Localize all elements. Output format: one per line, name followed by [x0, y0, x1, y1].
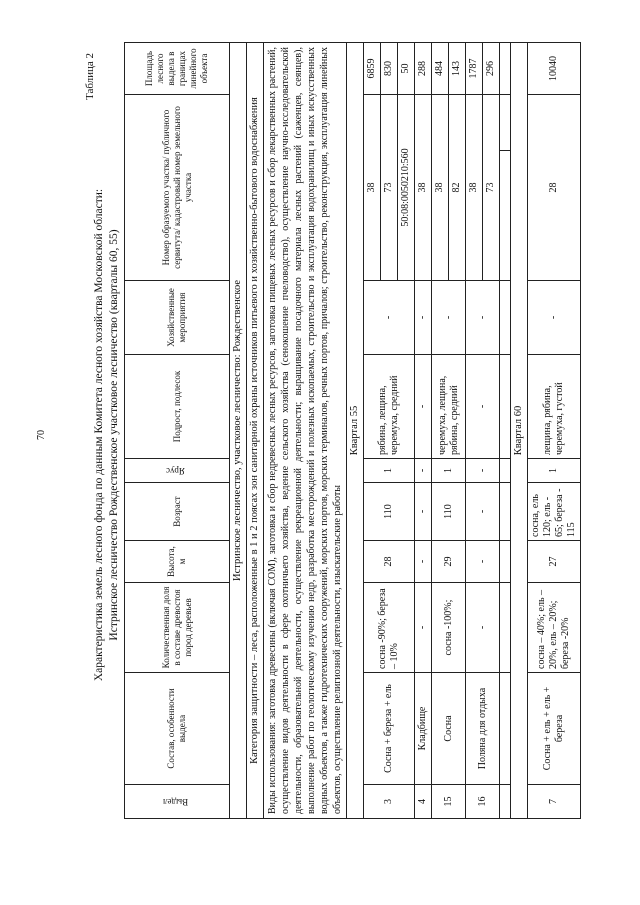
forestry-row: Истринское лесничество, участковое лесничество: Рождественское — [230, 43, 247, 819]
empty-separator-row — [500, 43, 511, 819]
cell-tier: 1 — [364, 459, 415, 483]
cell-age: - — [466, 483, 500, 541]
cell-height: - — [466, 541, 500, 583]
cell-height: 28 — [364, 541, 415, 583]
cell-share: сосна – 40%; ель – 20%, ель – 20%; береза -20% — [528, 583, 581, 673]
cell-area: 143 — [449, 43, 466, 95]
cell-age: - — [415, 483, 432, 541]
cell-parcel: 38 — [466, 95, 483, 281]
cell-parcel: 73 — [483, 95, 500, 281]
page-number: 70 — [36, 430, 47, 440]
cell-share: - — [466, 583, 500, 673]
cell-area: 50 — [398, 43, 415, 95]
header-vydel: Выдел — [125, 785, 230, 819]
header-area: Площадь лесного выдела в границах линейного объекта — [125, 43, 230, 95]
table-title — [92, 55, 122, 815]
cell-vydel: 7 — [528, 785, 581, 819]
table-row — [415, 43, 432, 819]
cell-parcel: 73 — [381, 95, 398, 281]
cell-undergrowth: - — [466, 355, 500, 459]
header-undergrowth: Подрост, подлесок — [125, 355, 230, 459]
cell-undergrowth: - — [415, 355, 432, 459]
uses-row: Виды использования: заготовка древесины (включая СОМ), заготовка и сбор недревесных лесных ресурсов, заготовка пищевых лесных ресурсов и сбор лекарственных растений, осуществление видов деятельности в сфере охотничьего хозяйства, ведение сельского хозяйства (сенокошение пчеловодство), осуществление научно-исследовательской деятельности, образовательной деятельности, осуществление рекреационной деятельности; выращивание посадочного материала лесных растений (саженцев, сеянцев), выполнение работ по геологическому изучению недр, разработка месторождений и полезных ископаемых, строительство и эксплуатация водохранилищ и иных искусственных водных объектов, а также гидротехнических сооружений, морских портов, морских терминалов, речных портов, причалов; строительство, реконструкция, эксплуатация линейных объектов, осуществление религиозной деятельности, изыскательские работы — [264, 43, 347, 819]
cell-measures: - — [415, 281, 432, 355]
header-share: Количественная доля в составе древостоя пород деревьев — [125, 583, 230, 673]
cell-area: 830 — [381, 43, 398, 95]
cell-area: 6859 — [364, 43, 381, 95]
cell-tier: 1 — [528, 459, 581, 483]
cell-measures: - — [466, 281, 500, 355]
cell-composition: Сосна + береза + ель — [364, 673, 415, 785]
cell-area: 296 — [483, 43, 500, 95]
cell-area: 288 — [415, 43, 432, 95]
header-age: Возраст — [125, 483, 230, 541]
cell-height: 29 — [432, 541, 466, 583]
cell-tier: - — [466, 459, 500, 483]
cell-height: 27 — [528, 541, 581, 583]
table-number: Таблица 2 — [84, 52, 96, 100]
table-row — [432, 43, 449, 819]
cell-parcel: 28 — [528, 95, 581, 281]
cell-height: - — [415, 541, 432, 583]
cell-age: сосна, ель 120; ель - 65; береза - 115 — [528, 483, 581, 541]
cell-undergrowth: черемуха, лещина, рябина, средний — [432, 355, 466, 459]
cell-vydel: 16 — [466, 785, 500, 819]
header-measures: Хозяйственные мероприятия — [125, 281, 230, 355]
cell-share: сосна -100%; — [432, 583, 466, 673]
header-cadastral: Номер образуемого участка/ публичного сервитута/ кадастровый номер земельного участка — [125, 95, 230, 281]
table-row — [466, 43, 483, 819]
cell-vydel: 4 — [415, 785, 432, 819]
category-row: Категория защитности – леса, расположенные в 1 и 2 поясах зон санитарной охраны источников питьевого и хозяйственно-бытового водоснабжения — [247, 43, 264, 819]
header-height: Высота, м — [125, 541, 230, 583]
cell-composition: Кладбище — [415, 673, 432, 785]
forest-characteristics-table-wrap — [124, 43, 581, 819]
table-row — [364, 43, 381, 819]
cell-parcel: 38 — [364, 95, 381, 281]
cell-vydel: 15 — [432, 785, 466, 819]
cell-undergrowth: рябина, лещина, черемуха, средний — [364, 355, 415, 459]
cell-area: 1787 — [466, 43, 483, 95]
cell-parcel: 38 — [432, 95, 449, 281]
cell-area: 10040 — [528, 43, 581, 95]
cell-composition: Сосна + ель + ель + береза — [528, 673, 581, 785]
quarter-60-label: Квартал 60 — [511, 43, 528, 819]
cell-tier: 1 — [432, 459, 466, 483]
cell-parcel: 82 — [449, 95, 466, 281]
cell-share: - — [415, 583, 432, 673]
header-composition: Состав, особенности выдела — [125, 673, 230, 785]
cell-measures: - — [364, 281, 415, 355]
cell-undergrowth: лещина, рябина, черемуха, густой — [528, 355, 581, 459]
forest-characteristics-table — [124, 42, 581, 819]
table-row — [528, 43, 581, 819]
cell-measures: - — [528, 281, 581, 355]
cell-composition: Сосна — [432, 673, 466, 785]
quarter-55-label: Квартал 55 — [347, 43, 364, 819]
header-tier: Ярус — [125, 459, 230, 483]
cell-measures: - — [432, 281, 466, 355]
cell-composition: Поляна для отдыха — [466, 673, 500, 785]
cell-parcel: 38 — [415, 95, 432, 281]
cell-age: 110 — [432, 483, 466, 541]
cell-share: сосна -90%; береза – 10% — [364, 583, 415, 673]
title-line-1: Характеристика земель лесного фонда по данным Комитета лесного хозяйства Московской области: — [93, 188, 105, 682]
cell-age: 110 — [364, 483, 415, 541]
cell-tier: - — [415, 459, 432, 483]
cell-parcel: 50:08:0050210:560 — [398, 95, 415, 281]
cell-vydel: 3 — [364, 785, 415, 819]
header-row — [125, 43, 230, 819]
cell-area: 484 — [432, 43, 449, 95]
title-line-2: Истринское лесничество Рождественское участковое лесничество (кварталы 60, 55) — [108, 229, 120, 641]
